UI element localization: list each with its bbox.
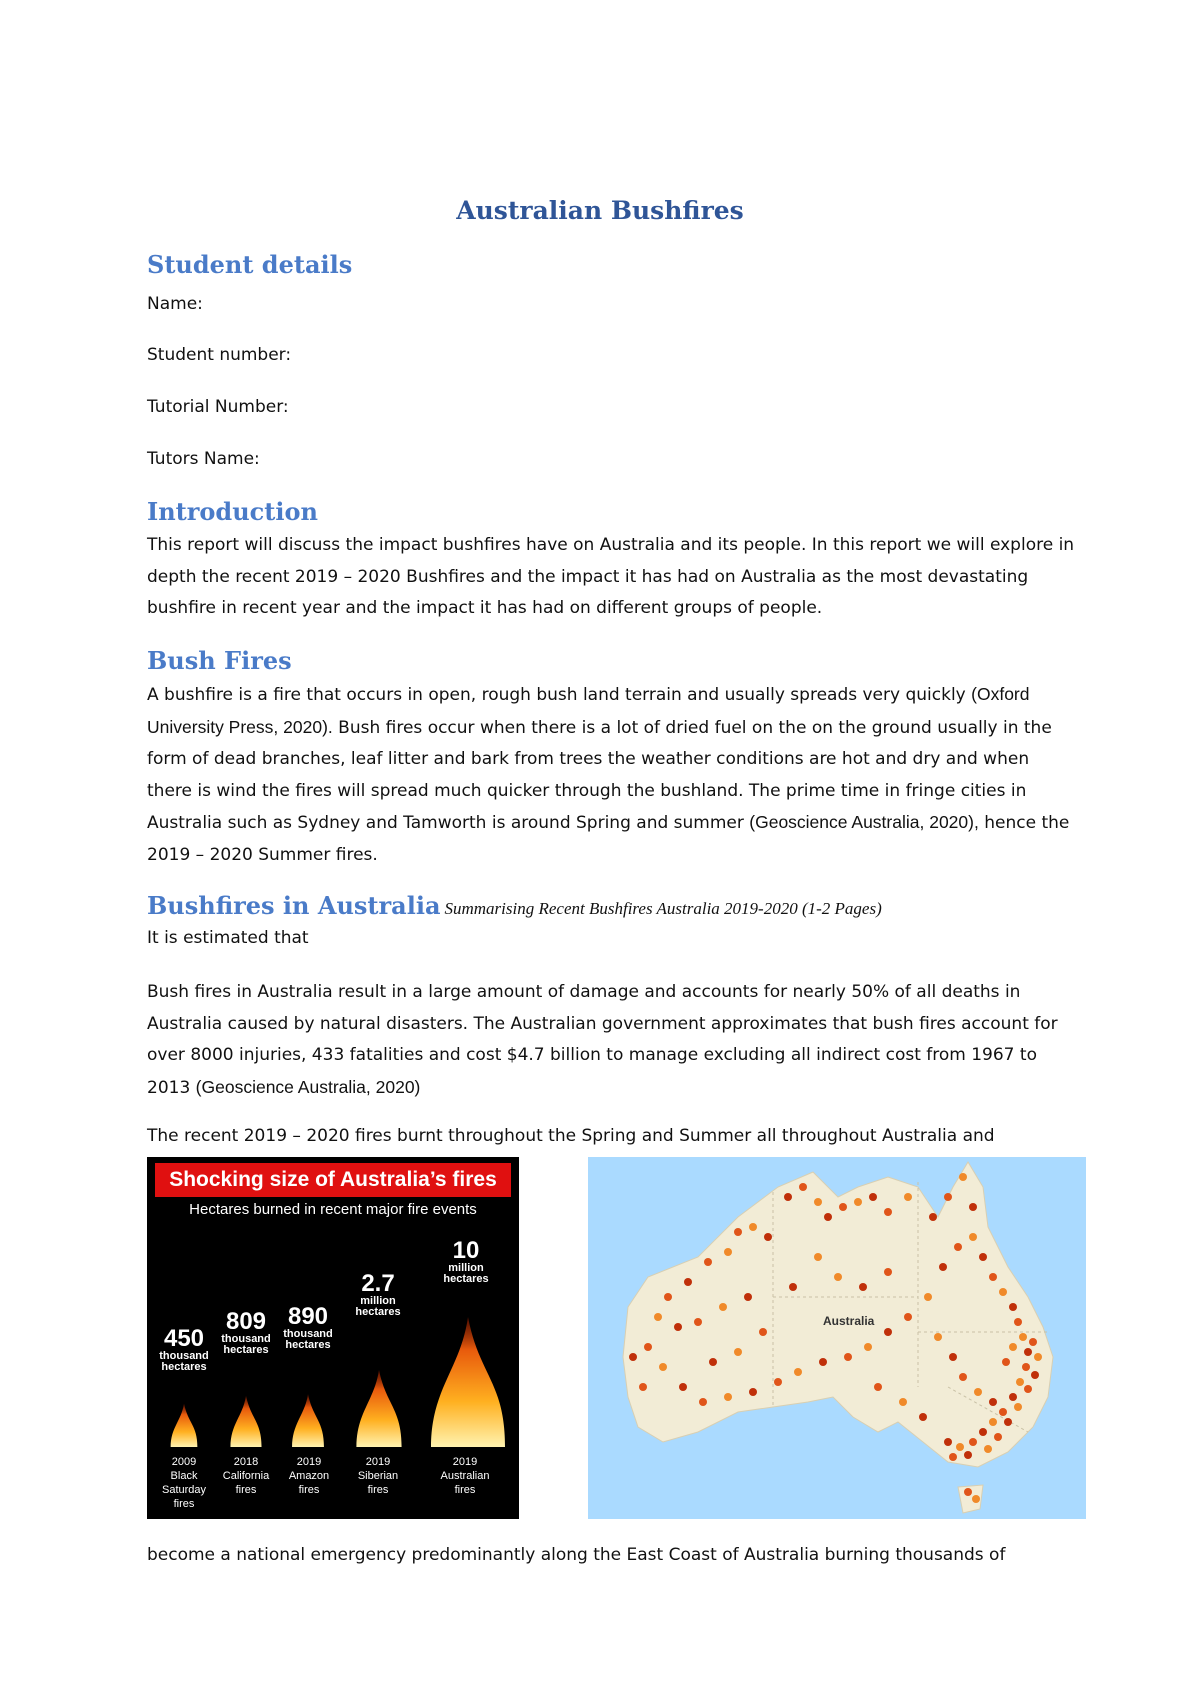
fire-marker (884, 1268, 892, 1276)
fire-marker (934, 1333, 942, 1341)
recent-fires-line: The recent 2019 – 2020 fires burnt throughout the Spring and Summer all throughout Australia and (147, 1126, 995, 1146)
fire-marker (969, 1203, 977, 1211)
fire-marker (1019, 1333, 1027, 1341)
fire-marker (969, 1438, 977, 1446)
fire-marker (1022, 1363, 1030, 1371)
fire-marker (964, 1451, 972, 1459)
fire-marker (1031, 1371, 1039, 1379)
fire-marker (989, 1398, 997, 1406)
fire-marker (799, 1183, 807, 1191)
fire-marker (999, 1408, 1007, 1416)
stat-unit: thousand (221, 1333, 271, 1345)
fire-marker (709, 1358, 717, 1366)
fire-marker (1004, 1418, 1012, 1426)
caption-australian (435, 1455, 495, 1497)
fire-marker (1009, 1393, 1017, 1401)
fire-marker (839, 1203, 847, 1211)
fire-marker (884, 1208, 892, 1216)
tutors-name-label: Tutors Name: (147, 449, 260, 469)
fire-marker (674, 1323, 682, 1331)
fire-marker (969, 1233, 977, 1241)
fire-marker (1014, 1403, 1022, 1411)
bush-fires-paragraph (147, 679, 1077, 872)
fire-marker (944, 1193, 952, 1201)
infographic-banner: Shocking size of Australia’s fires (155, 1163, 511, 1197)
infographic-subtitle: Hectares burned in recent major fire events (189, 1201, 477, 1218)
fire-marker (904, 1313, 912, 1321)
stat-value: 2.7 (361, 1270, 395, 1297)
citation-geoscience: (Geoscience Australia, 2020), (749, 812, 979, 833)
fire-marker (789, 1283, 797, 1291)
fire-marker (1029, 1338, 1037, 1346)
fire-marker (959, 1373, 967, 1381)
bushfires-in-australia-heading (147, 891, 882, 920)
fire-marker (929, 1213, 937, 1221)
caption-line: California (222, 1470, 270, 1482)
fire-marker (704, 1258, 712, 1266)
fire-marker (834, 1273, 842, 1281)
fire-marker (972, 1495, 980, 1503)
fire-marker (659, 1363, 667, 1371)
stat-value: 890 (287, 1303, 329, 1330)
fire-marker (679, 1383, 687, 1391)
citation-oxford: (Oxford University Press, 2020). (147, 684, 1030, 737)
fire-marker (784, 1193, 792, 1201)
caption-line: Amazon (288, 1470, 330, 1482)
fire-marker (904, 1193, 912, 1201)
caption-line: 2018 (233, 1456, 259, 1468)
damage-paragraph (147, 977, 1077, 1104)
fire-marker (824, 1213, 832, 1221)
fire-marker (759, 1328, 767, 1336)
stat-unit: hectares (223, 1344, 269, 1356)
fire-marker (979, 1253, 987, 1261)
fire-marker (744, 1293, 752, 1301)
fire-marker (734, 1348, 742, 1356)
fire-marker (764, 1233, 772, 1241)
fire-marker (884, 1328, 892, 1336)
fire-marker (874, 1383, 882, 1391)
fire-marker (924, 1293, 932, 1301)
fire-marker (1016, 1378, 1024, 1386)
name-label: Name: (147, 294, 203, 314)
bush-fires-text-2: Bush fires occur when there is a lot of dried fuel on the on the ground usually in the form of dead branches, leaf litter and bark from trees the weather conditions are hot and dry and when there is wind the fires will spread much quicker through the bushland. The prime time in fringe cities in Australia such as Sydney and Tamworth is around Spring and summer (147, 717, 1052, 834)
fire-marker (1002, 1358, 1010, 1366)
fire-marker (684, 1278, 692, 1286)
fire-marker (989, 1273, 997, 1281)
stat-unit: million (448, 1262, 484, 1274)
fire-marker (864, 1343, 872, 1351)
fire-marker (964, 1488, 972, 1496)
fire-marker (724, 1248, 732, 1256)
fire-marker (749, 1223, 757, 1231)
bush-fires-text-1: A bushfire is a fire that occurs in open, rough bush land terrain and usually spreads very quickly (147, 685, 966, 705)
map-country-label: Australia (823, 1314, 875, 1328)
caption-line: fires (454, 1484, 476, 1496)
bushfires-in-australia-title: Bushfires in Australia (147, 891, 441, 920)
fire-marker (629, 1353, 637, 1361)
fire-marker (999, 1288, 1007, 1296)
caption-line: fires (298, 1484, 320, 1496)
fire-marker (774, 1378, 782, 1386)
caption-line: 2019 (452, 1456, 478, 1468)
flame-group (171, 1317, 505, 1447)
fire-marker (749, 1388, 757, 1396)
student-details-heading: Student details (147, 250, 353, 279)
fire-marker (869, 1193, 877, 1201)
australia-fire-map (588, 1157, 1086, 1519)
caption-amazon (279, 1455, 339, 1497)
caption-line: 2009 (171, 1456, 197, 1468)
flame (356, 1370, 401, 1447)
fire-marker (919, 1413, 927, 1421)
bushfires-in-australia-subheading: Summarising Recent Bushfires Australia 2019-2020 (1-2 Pages) (444, 899, 882, 918)
stat-unit: million (360, 1295, 396, 1307)
document-title: Australian Bushfires (456, 196, 744, 225)
caption-line: Siberian (357, 1470, 399, 1482)
map-graphic (588, 1157, 1086, 1519)
fire-marker (734, 1228, 742, 1236)
caption-black-saturday (154, 1455, 214, 1511)
caption-siberian (348, 1455, 408, 1497)
estimated-line: It is estimated that (147, 928, 309, 948)
fire-marker (654, 1313, 662, 1321)
hectares-burned-infographic (147, 1157, 519, 1519)
caption-line: Australian (440, 1470, 490, 1482)
fire-marker (1009, 1303, 1017, 1311)
caption-line: 2019 (296, 1456, 322, 1468)
caption-line: fires (235, 1484, 257, 1496)
fire-marker (984, 1445, 992, 1453)
caption-line: Saturday (161, 1484, 207, 1496)
fire-marker (1009, 1343, 1017, 1351)
fire-marker (939, 1263, 947, 1271)
stat-unit: thousand (283, 1328, 333, 1340)
student-number-label: Student number: (147, 345, 292, 365)
caption-line: 2019 (365, 1456, 391, 1468)
fire-marker (814, 1198, 822, 1206)
fire-marker (854, 1198, 862, 1206)
fire-marker (949, 1353, 957, 1361)
fire-marker (979, 1428, 987, 1436)
stat-unit: hectares (355, 1306, 401, 1318)
fire-marker (794, 1368, 802, 1376)
fire-marker (994, 1433, 1002, 1441)
fire-marker (956, 1443, 964, 1451)
fire-marker (719, 1303, 727, 1311)
caption-california (216, 1455, 276, 1497)
fire-marker (1034, 1353, 1042, 1361)
damage-text: Bush fires in Australia result in a large amount of damage and accounts for nearly 50% of all deaths in Australia caused by natural disasters. The Australian government approximates that bush fires account for over 8000 injuries, 433 fatalities and cost $4.7 billion to manage excluding all indirect cost from 1967 to 2013 (147, 982, 1058, 1098)
fire-marker (814, 1253, 822, 1261)
fire-marker (699, 1398, 707, 1406)
flame (431, 1317, 505, 1447)
fire-marker (844, 1353, 852, 1361)
fire-marker (974, 1388, 982, 1396)
stat-unit: hectares (285, 1339, 331, 1351)
bush-fires-heading: Bush Fires (147, 646, 292, 675)
flame (292, 1394, 324, 1447)
bush-fires-text-3: hence the 2019 – 2020 Summer fires. (147, 813, 1070, 865)
stat-unit: hectares (443, 1273, 489, 1285)
fire-marker (949, 1453, 957, 1461)
caption-line: fires (173, 1498, 195, 1510)
stat-value: 809 (225, 1308, 267, 1335)
fire-marker (1024, 1385, 1032, 1393)
stat-value: 450 (163, 1325, 205, 1352)
fire-marker (859, 1283, 867, 1291)
fire-marker (959, 1173, 967, 1181)
fire-marker (819, 1358, 827, 1366)
caption-line: fires (367, 1484, 389, 1496)
fire-marker (954, 1243, 962, 1251)
fire-marker (694, 1318, 702, 1326)
tutorial-number-label: Tutorial Number: (147, 397, 289, 417)
stat-value: 10 (452, 1237, 480, 1264)
fire-marker (944, 1438, 952, 1446)
flame (230, 1396, 261, 1447)
stat-unit: hectares (161, 1361, 207, 1373)
fire-marker (664, 1293, 672, 1301)
stat-unit: thousand (159, 1350, 209, 1362)
after-images-line: become a national emergency predominantly along the East Coast of Australia burning thousands of (147, 1545, 1006, 1565)
introduction-heading: Introduction (147, 497, 318, 526)
fire-marker (639, 1383, 647, 1391)
fire-marker (1024, 1348, 1032, 1356)
fire-marker (899, 1398, 907, 1406)
introduction-paragraph: This report will discuss the impact bushfires have on Australia and its people. In this report we will explore in depth the recent 2019 – 2020 Bushfires and the impact it has had on Australia as the most devastating bushfire in recent year and the impact it has had on different groups of people. (147, 535, 1075, 619)
fire-marker (644, 1343, 652, 1351)
citation-geoscience-2: (Geoscience Australia, 2020) (195, 1076, 421, 1097)
fire-marker (1014, 1318, 1022, 1326)
caption-line: Black (170, 1470, 198, 1482)
fire-marker (724, 1393, 732, 1401)
flame (171, 1404, 198, 1447)
fire-marker (989, 1418, 997, 1426)
